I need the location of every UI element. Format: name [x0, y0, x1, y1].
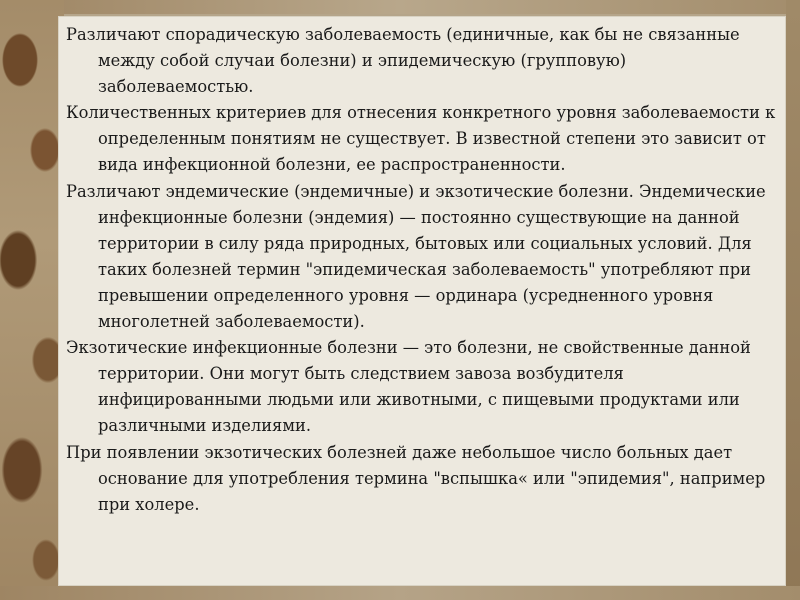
paragraph-criteria: Количественных критериев для отнесения конкретного уровня заболеваемости к определенным понятиям не существует. В известной степени это зависит от вида инфекционной болезни, ее распространенности.: [66, 103, 776, 175]
background-bottom-border: [0, 586, 800, 600]
background-right-border: [786, 0, 800, 600]
decorative-leaf-border: [0, 0, 64, 600]
background-top-border: [0, 0, 800, 14]
paragraph-endemic: Различают эндемические (эндемичные) и экзотические болезни. Эндемические инфекционные болезни (эндемия) — постоянно существующие на данной территории в силу ряда природных, бытовых или социальных условий. Для таких болезней термин "эпидемическая заболеваемость" употребляют при превышении определенного уровня — ординара (усредненного уровня многолетней заболеваемости).: [66, 181, 766, 332]
paragraph-sporadic: Различают спорадическую заболеваемость (единичные, как бы не связанные между собой случаи болезни) и эпидемическую (групповую) заболеваемостью.: [66, 25, 740, 97]
paragraph-outbreak: При появлении экзотических болезней даже небольшое число больных дает основание для употребления термина "вспышка« или "эпидемия", например при холере.: [66, 442, 766, 514]
slide-text-list: [66, 22, 778, 518]
paragraph-exotic: Экзотические инфекционные болезни — это болезни, не свойственные данной территории. Они могут быть следствием завоза возбудителя инфицированными людьми или животными, с пищевыми продуктами или различными изделиями.: [66, 338, 751, 436]
